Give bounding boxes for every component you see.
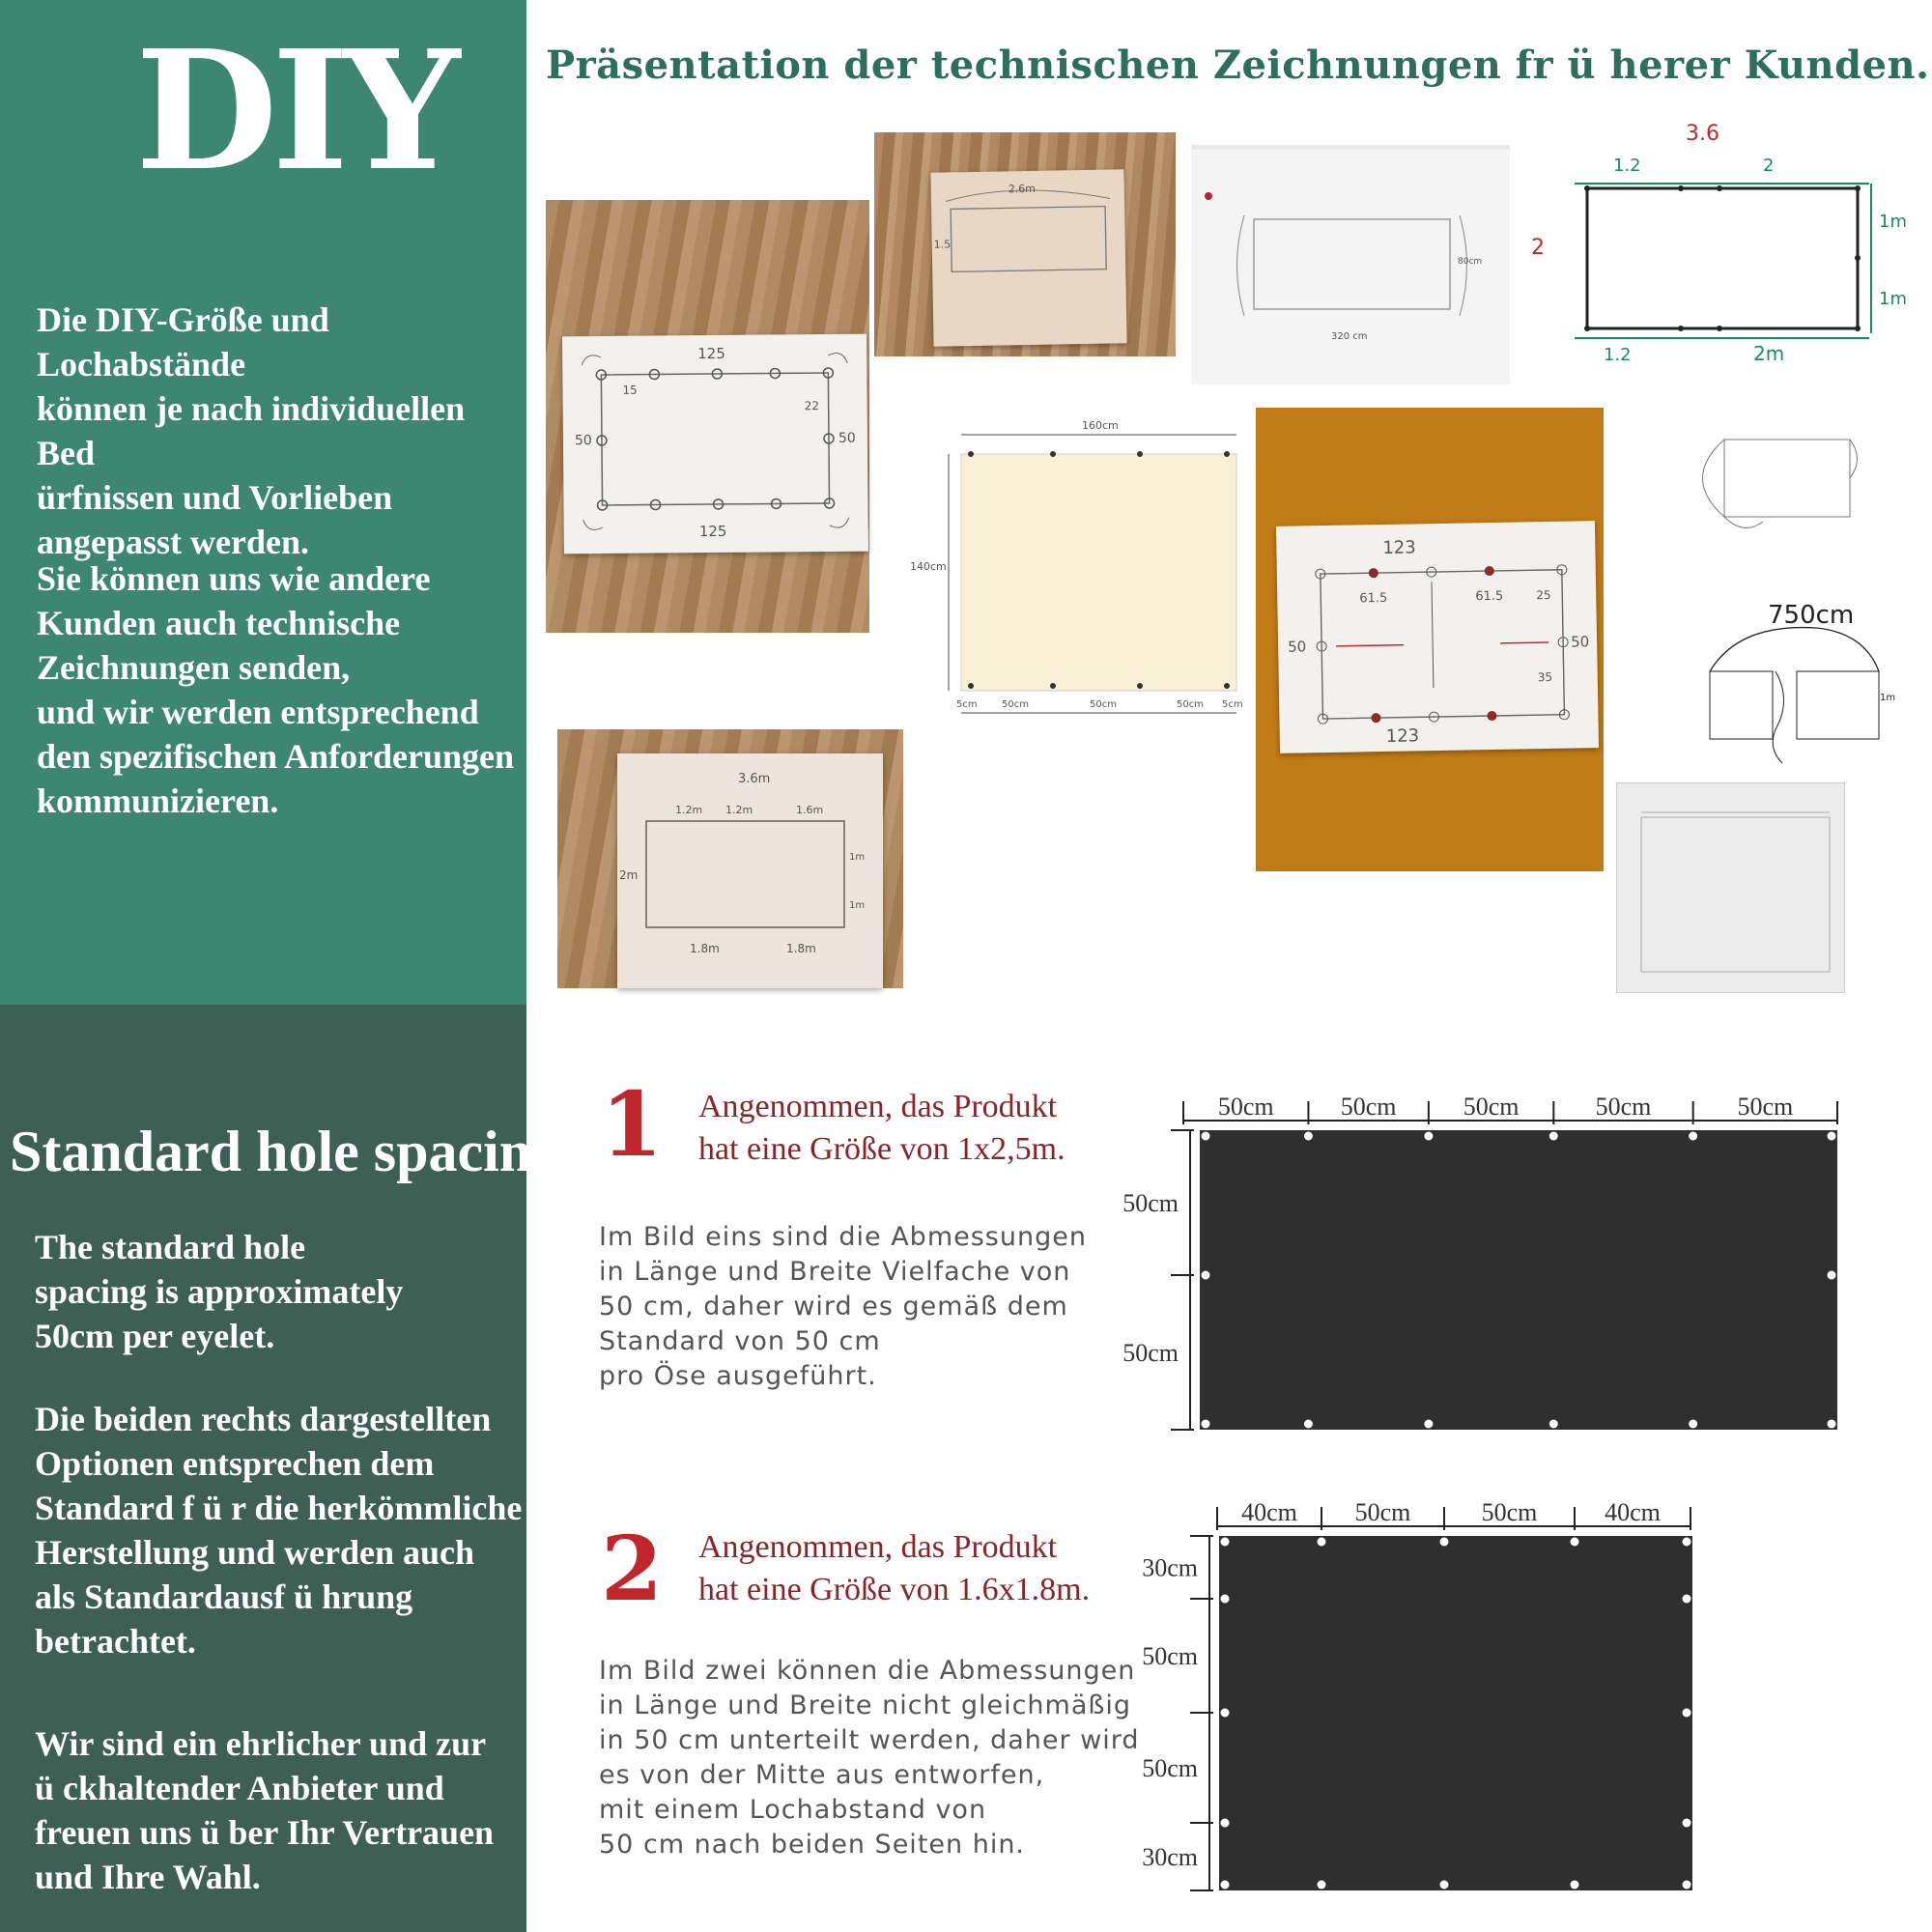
sketch-h-left: 2m — [619, 868, 639, 882]
sketch-f-s3: 25 — [1536, 587, 1551, 603]
customer-drawing-photo-i — [557, 729, 903, 988]
example-1-top-label: 50cm — [1340, 1093, 1397, 1121]
sketch-g-top: 750cm — [1768, 601, 1855, 630]
example-2-side-label: 30cm — [1142, 1843, 1198, 1871]
example-1-eyelet — [1424, 1420, 1433, 1429]
example-1-top-label: 50cm — [1217, 1093, 1274, 1121]
example-2-top-label: 50cm — [1481, 1498, 1538, 1526]
standard-paragraph-2: Die beiden rechts dargestellten Optionen entsprechen dem Standard f ü r die herkömmliche Herstellung und werden auch als Standardausf ü hrung betrachtet. — [35, 1400, 523, 1661]
example-1-eyelet — [1202, 1132, 1210, 1141]
example-2-top-label: 50cm — [1354, 1498, 1411, 1526]
sketch-e-top: 160cm — [1082, 419, 1119, 432]
sketch-h-drawing — [1700, 601, 1896, 768]
sketch-c-right: 80cm — [1458, 257, 1483, 267]
sketch-a-right: 50 — [838, 430, 856, 446]
customer-drawing-photo-a — [546, 200, 869, 633]
example-1-eyelet — [1202, 1420, 1210, 1429]
example-2-eyelet — [1440, 1538, 1449, 1547]
standard-spacing-panel — [0, 1005, 576, 1932]
example-2-diagram — [1142, 1492, 1710, 1898]
example-1-eyelet — [1549, 1132, 1558, 1141]
example-2-number: 2 — [601, 1517, 664, 1621]
example-2-top-label: 40cm — [1605, 1498, 1661, 1526]
example-2-eyelet — [1440, 1881, 1449, 1889]
example-1-eyelet — [1828, 1420, 1836, 1429]
example-2-side-label: 50cm — [1142, 1642, 1198, 1670]
sketch-b-drawing — [930, 169, 1126, 346]
customer-drawing-photo-c — [1191, 145, 1510, 384]
example-1-description: Im Bild eins sind die Abmessungen in Länge und Breite Vielfache von 50 cm, daher wird es gemäß dem Standard von 50 cm pro Öse ausgeführt. — [599, 1222, 1087, 1391]
sketch-c-drawing — [1191, 150, 1510, 384]
example-2-eyelet — [1571, 1538, 1579, 1547]
sketch-h-t2: 1.2m — [725, 804, 753, 816]
sketch-g-right: 1m — [1880, 693, 1896, 703]
sketch-a-drawing — [562, 334, 868, 554]
sketch-e-b5: 5cm — [1222, 699, 1243, 710]
sketch-f-left: 50 — [1287, 638, 1307, 656]
sketch-j-drawing — [1617, 783, 1846, 994]
example-2-side-label: 30cm — [1142, 1553, 1198, 1582]
sketch-e-drawing — [908, 411, 1256, 724]
sketch-f-s4: 35 — [1537, 669, 1553, 685]
sketch-d-left: 2 — [1531, 236, 1545, 260]
customer-drawing-g — [1686, 420, 1860, 555]
sketch-b-top: 2.6m — [1008, 182, 1037, 196]
sketch-e-left: 140cm — [910, 560, 947, 573]
example-2-eyelet — [1221, 1709, 1230, 1718]
sketch-b-left: 1.5 — [933, 238, 952, 251]
example-1-top-label: 50cm — [1737, 1093, 1794, 1121]
example-2-eyelet — [1318, 1538, 1326, 1547]
example-2-heading: Angenommen, das Produkt hat eine Größe von 1.6x1.8m. — [698, 1529, 1091, 1607]
sketch-f-bottom: 123 — [1385, 725, 1420, 747]
sketch-f-right: 50 — [1570, 633, 1590, 651]
example-1-eyelet — [1424, 1132, 1433, 1141]
example-1-heading: Angenommen, das Produkt hat eine Größe von 1x2,5m. — [698, 1089, 1065, 1167]
example-2-eyelet — [1571, 1881, 1579, 1889]
sketch-h-bottom-left: 1.8m — [690, 942, 720, 955]
sketch-e-b2: 50cm — [1002, 699, 1029, 710]
example-2-eyelet — [1683, 1709, 1691, 1718]
sketch-a-bottom: 125 — [698, 522, 727, 541]
sketch-a-seg: 15 — [622, 383, 638, 397]
example-1-diagram — [1122, 1082, 1864, 1435]
example-2-fabric — [1219, 1536, 1692, 1890]
customer-drawing-e — [908, 411, 1256, 724]
example-1-eyelet — [1689, 1132, 1697, 1141]
example-1-side-label: 50cm — [1122, 1189, 1179, 1217]
sketch-d-bottom-left: 1.2 — [1604, 345, 1632, 365]
sketch-c-bottom: 320 cm — [1331, 331, 1368, 342]
sketch-d-right-1: 1m — [1879, 212, 1907, 232]
example-2-eyelet — [1221, 1595, 1230, 1604]
sketch-e-b1: 5cm — [956, 699, 978, 710]
sketch-d-right-2: 1m — [1879, 289, 1907, 309]
sketch-f-drawing — [1276, 521, 1599, 753]
sketch-h-right-2: 1m — [849, 900, 866, 911]
example-2-eyelet — [1683, 1881, 1691, 1889]
sketch-a-left: 50 — [574, 433, 592, 449]
example-1-eyelet — [1828, 1132, 1836, 1141]
sketch-d-top-right: 2 — [1763, 156, 1775, 176]
sketch-e-b3: 50cm — [1090, 699, 1117, 710]
standard-title: Standard hole spacing. — [10, 1120, 576, 1183]
example-1-eyelet — [1304, 1420, 1313, 1429]
sketch-f-s1: 61.5 — [1359, 590, 1388, 607]
example-1-top-label: 50cm — [1463, 1093, 1520, 1121]
example-2-eyelet — [1683, 1595, 1691, 1604]
example-2-eyelet — [1221, 1819, 1230, 1828]
sketch-a-top: 125 — [697, 344, 725, 363]
sketch-g-drawing — [1686, 420, 1860, 555]
example-1-eyelet — [1202, 1271, 1210, 1280]
example-1-number: 1 — [601, 1072, 664, 1177]
sketch-d-drawing — [1521, 111, 1918, 372]
sketch-d-top: 3.6 — [1686, 122, 1719, 146]
customer-drawing-d — [1521, 111, 1918, 372]
customer-drawing-photo-j — [1616, 782, 1845, 993]
example-2-eyelet — [1683, 1538, 1691, 1547]
customer-drawing-h — [1700, 601, 1896, 768]
sketch-h-bottom-right: 1.8m — [786, 942, 816, 955]
gallery-title: Präsentation der technischen Zeichnungen fr ü herer Kunden. — [546, 43, 1930, 88]
example-2-description: Im Bild zwei können die Abmessungen in Länge und Breite nicht gleichmäßig in 50 cm unterteilt werden, daher wird es von der Mitte aus entworfen, mit einem Lochabstand von 50 cm nach beiden Seiten hin. — [599, 1656, 1140, 1860]
standard-paragraph-1: The standard hole spacing is approximately 50cm per eyelet. — [35, 1228, 404, 1355]
example-2-eyelet — [1683, 1819, 1691, 1828]
example-2-eyelet — [1318, 1881, 1326, 1889]
diy-panel — [0, 0, 526, 1005]
example-1-side-label: 50cm — [1122, 1339, 1179, 1367]
customer-drawing-photo-b — [874, 132, 1176, 356]
example-2-top-label: 40cm — [1241, 1498, 1297, 1526]
example-2-eyelet — [1221, 1538, 1230, 1547]
sketch-a-seg22: 22 — [804, 399, 820, 413]
sketch-h-right-1: 1m — [849, 852, 866, 863]
example-2-eyelet — [1221, 1881, 1230, 1889]
example-1-eyelet — [1304, 1132, 1313, 1141]
sketch-f-s2: 61.5 — [1475, 588, 1504, 605]
diy-title: DIY — [135, 14, 455, 208]
diy-paragraph-1: Die DIY-Größe und Lochabstände können je nach individuellen Bed ürfnissen und Vorlieben angepasst werden. — [37, 300, 466, 561]
diy-paragraph-2: Sie können uns wie andere Kunden auch technische Zeichnungen senden, und wir werden entsprechend den spezifischen Anforderungen kommunizieren. — [37, 559, 515, 820]
customer-drawing-photo-f — [1256, 408, 1604, 871]
example-1-eyelet — [1828, 1271, 1836, 1280]
sketch-i-drawing — [617, 753, 883, 988]
example-1-fabric — [1200, 1130, 1837, 1430]
example-2-side-label: 50cm — [1142, 1754, 1198, 1782]
sketch-f-top: 123 — [1382, 537, 1416, 558]
sketch-h-top: 3.6m — [738, 772, 771, 786]
sketch-e-b4: 50cm — [1177, 699, 1204, 710]
sketch-d-top-left: 1.2 — [1613, 156, 1641, 176]
sketch-h-t1: 1.2m — [675, 804, 703, 816]
example-1-eyelet — [1689, 1420, 1697, 1429]
sketch-d-bottom-right: 2m — [1753, 342, 1785, 365]
example-1-top-label: 50cm — [1595, 1093, 1652, 1121]
sketch-h-t3: 1.6m — [796, 804, 824, 816]
example-1-eyelet — [1549, 1420, 1558, 1429]
standard-paragraph-3: Wir sind ein ehrlicher und zur ü ckhaltender Anbieter und freuen uns ü ber Ihr Vertrauen und Ihre Wahl. — [35, 1724, 495, 1896]
